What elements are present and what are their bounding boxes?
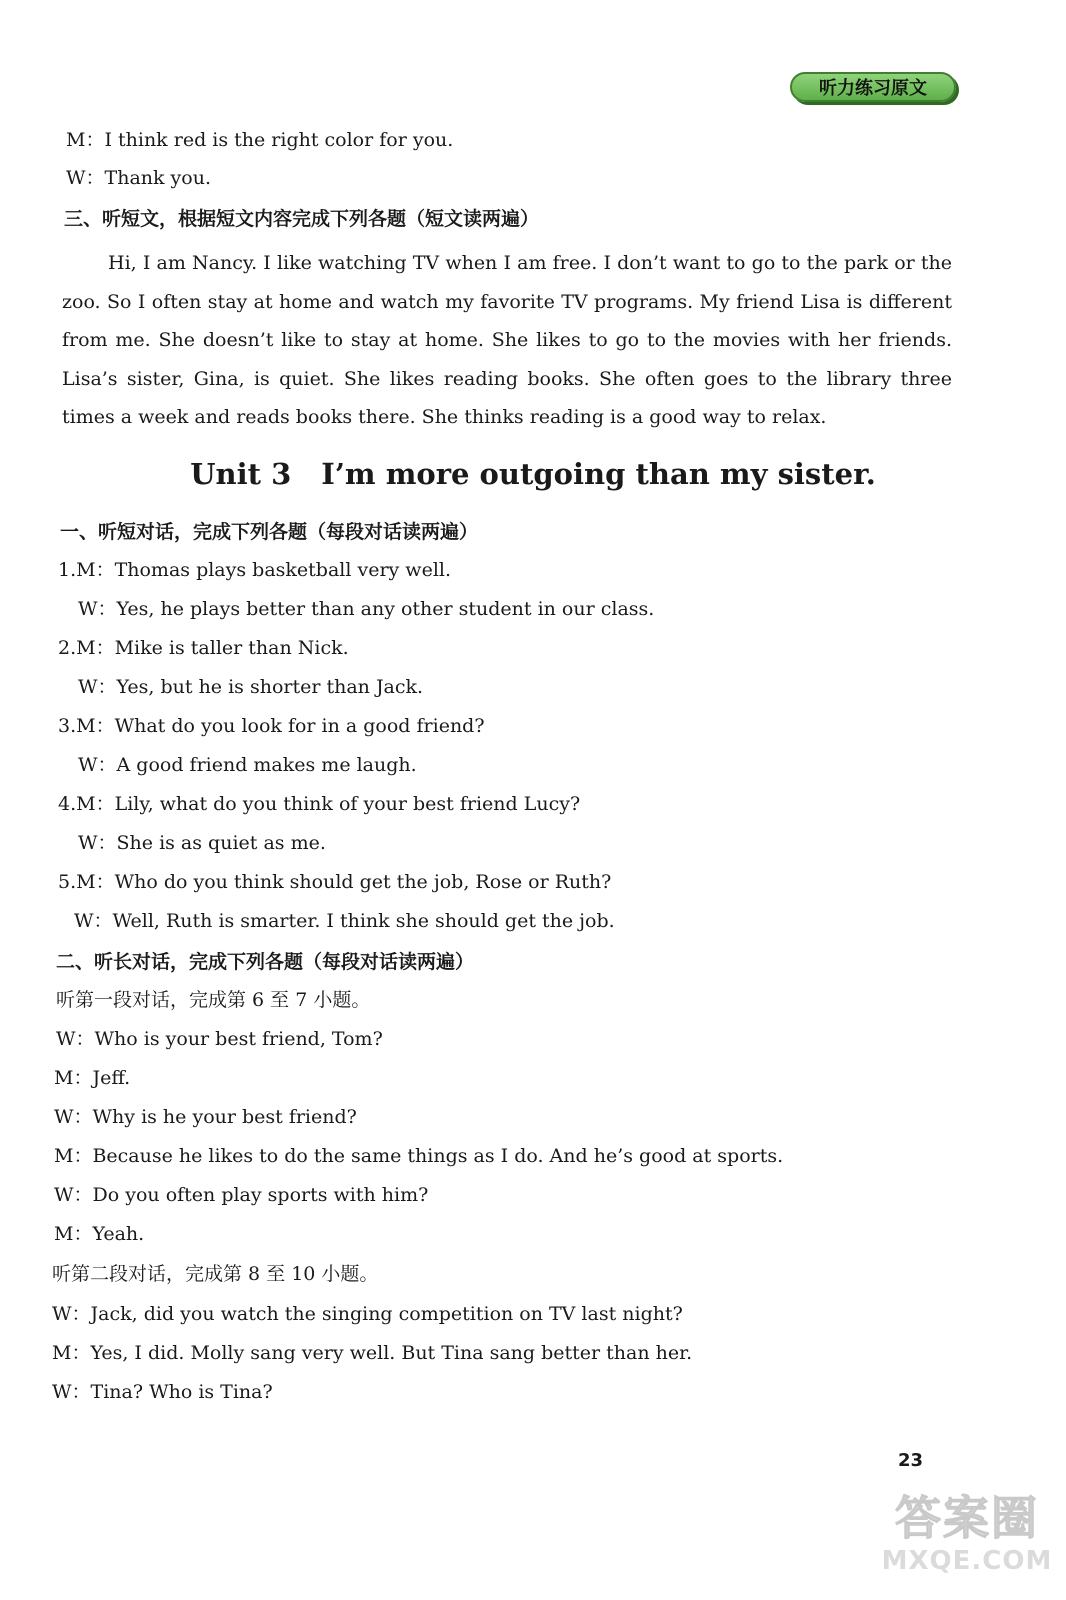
dialogue-line: W：Who is your best friend, Tom? bbox=[56, 1028, 383, 1050]
dialogue-line: M：I think red is the right color for you. bbox=[66, 129, 454, 151]
dialogue-line: 3.M：What do you look for in a good friend? bbox=[58, 715, 485, 737]
section-heading: 二、听长对话，完成下列各题（每段对话读两遍） bbox=[56, 951, 475, 973]
unit-name: I’m more outgoing than my sister. bbox=[321, 457, 876, 491]
dialogue-line: M：Because he likes to do the same things as I do. And he’s good at sports. bbox=[54, 1145, 784, 1167]
watermark-url: MXQE.COM bbox=[881, 1546, 1053, 1576]
dialogue-line: W：Do you often play sports with him? bbox=[54, 1184, 429, 1206]
section-heading: 一、听短对话，完成下列各题（每段对话读两遍） bbox=[60, 521, 479, 543]
dialogue-line: M：Yes, I did. Molly sang very well. But Tina sang better than her. bbox=[52, 1342, 693, 1364]
dialogue-line: 5.M：Who do you think should get the job, Rose or Ruth? bbox=[58, 871, 612, 893]
dialogue-line: W：A good friend makes me laugh. bbox=[78, 754, 417, 776]
dialogue-line: M：Yeah. bbox=[54, 1223, 145, 1245]
dialogue-line: W：Well, Ruth is smarter. I think she should get the job. bbox=[74, 910, 615, 932]
dialogue-line: W：Yes, but he is shorter than Jack. bbox=[78, 676, 424, 698]
unit-number: Unit 3 bbox=[190, 457, 292, 491]
dialogue-line: W：Yes, he plays better than any other student in our class. bbox=[78, 598, 655, 620]
watermark-text: 答案圈 bbox=[895, 1491, 1039, 1545]
dialogue-line: W：She is as quiet as me. bbox=[78, 832, 326, 854]
dialogue-line: W：Jack, did you watch the singing competition on TV last night? bbox=[52, 1303, 683, 1325]
page-number: 23 bbox=[898, 1450, 924, 1471]
passage-paragraph: Hi, I am Nancy. I like watching TV when I am free. I don’t want to go to the park or the zoo. So I often stay at home and watch my favorite TV programs. My friend Lisa is different from me. She doesn’t like to stay at home. She likes to go to the movies with her friends. Lisa’s sister, Gina, is quiet. She likes reading books. She often goes to the library three times a week and reads books there. She thinks reading is a good way to relax. bbox=[62, 252, 952, 428]
dialogue-line: W：Tina? Who is Tina? bbox=[52, 1381, 273, 1403]
unit-title bbox=[0, 456, 1066, 492]
section-badge: 听力练习原文 bbox=[790, 72, 956, 102]
dialogue-line: 4.M：Lily, what do you think of your best friend Lucy? bbox=[58, 793, 581, 815]
dialogue-line: W：Thank you. bbox=[66, 167, 212, 189]
dialogue-line: W：Why is he your best friend? bbox=[54, 1106, 357, 1128]
section-heading: 三、听短文，根据短文内容完成下列各题（短文读两遍） bbox=[64, 208, 540, 230]
dialogue-line: M：Jeff. bbox=[54, 1067, 131, 1089]
instruction-line: 听第一段对话，完成第 6 至 7 小题。 bbox=[56, 989, 371, 1011]
dialogue-line: 1.M：Thomas plays basketball very well. bbox=[58, 559, 452, 581]
instruction-line: 听第二段对话，完成第 8 至 10 小题。 bbox=[52, 1263, 379, 1285]
dialogue-line: 2.M：Mike is taller than Nick. bbox=[58, 637, 349, 659]
watermark-logo bbox=[872, 1490, 1062, 1590]
